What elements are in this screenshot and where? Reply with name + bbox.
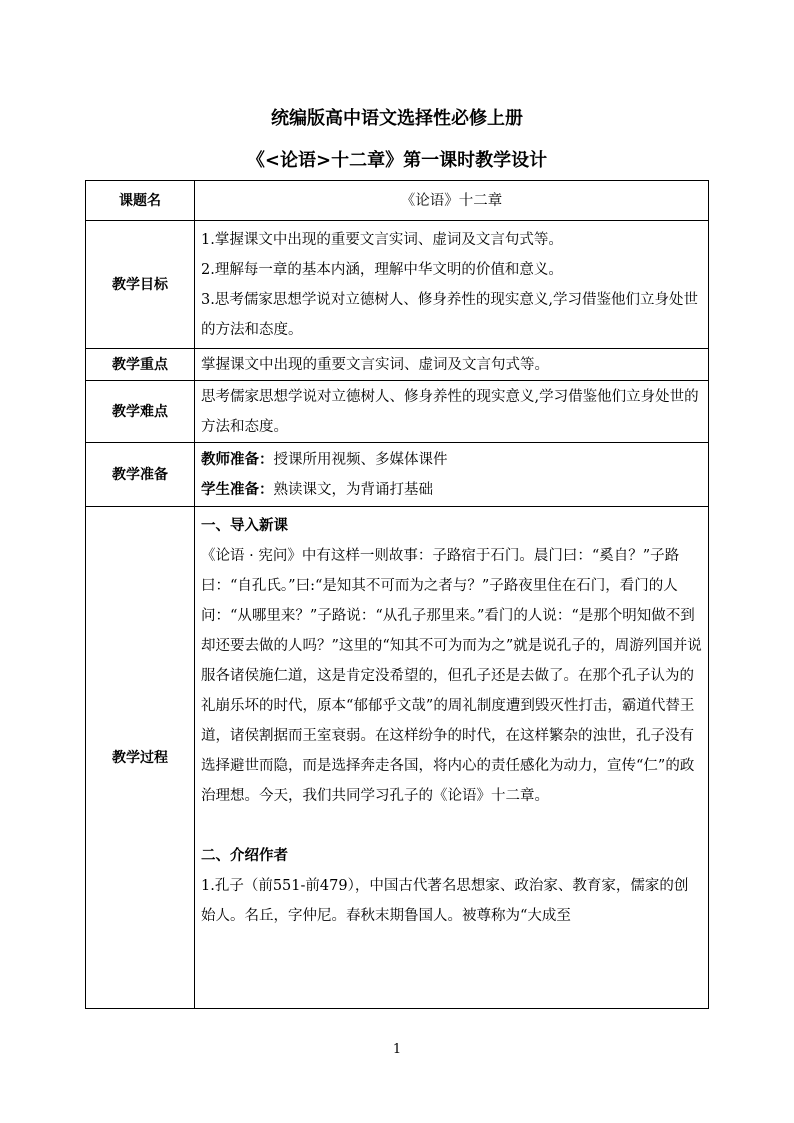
- process-label: 教学过程: [86, 507, 195, 1009]
- teacher-preparation: [201, 445, 702, 475]
- table-row-process: [86, 507, 709, 1009]
- goal-item: 1.掌握课文中出现的重要文言实词、虚词及文言句式等。: [201, 231, 563, 248]
- table-row-goals: [86, 221, 709, 349]
- difficulties-label: 教学难点: [86, 381, 195, 443]
- student-preparation: [201, 475, 702, 505]
- student-preparation-label: 学生准备：: [201, 481, 274, 498]
- teacher-preparation-label: 教师准备：: [201, 451, 274, 468]
- topic-label: 课题名: [86, 181, 195, 221]
- process-cell: [195, 507, 709, 1009]
- section-text-author: 1.孔子（前551-前479），中国古代著名思想家、政治家、教育家，儒家的创始人。名丘，字仲尼。春秋末期鲁国人。被尊称为“大成至: [201, 878, 689, 924]
- section-heading-intro: 一、导入新课: [201, 518, 288, 534]
- key-points-value: 掌握课文中出现的重要文言实词、虚词及文言句式等。: [195, 349, 709, 381]
- goals-cell: [195, 221, 709, 349]
- lesson-plan-table: [85, 180, 709, 1009]
- topic-value: 《论语》十二章: [195, 181, 709, 221]
- section-heading-author: 二、介绍作者: [201, 848, 288, 864]
- preparation-label: 教学准备: [86, 443, 195, 507]
- key-points-label: 教学重点: [86, 349, 195, 381]
- document-title: 统编版高中语文选择性必修上册: [271, 108, 523, 129]
- spacer: [201, 811, 702, 841]
- document-subtitle: 《<论语>十二章》第一课时教学设计: [246, 150, 548, 171]
- section-text-intro: 《论语 · 宪问》中有这样一则故事：子路宿于石门。晨门曰：“奚自？”子路曰：“自孔氏。”曰:“是知其不可而为之者与？”子路夜里住在石门，看门的人问：“从哪里来？”子路说：“从孔子那里来。”看门的人说：“是那个明知做不到却还要去做的人吗？”这里的“知其不可为而为之”就是说孔子的，周游列国并说服各诸侯施仁道，这是肯定没希望的，但孔子还是去做了。在那个孔子认为的礼崩乐坏的时代，原本“郁郁乎文哉”的周礼制度遭到毁灭性打击，霸道代替王道，诸侯割据而王室衰弱。在这样纷争的时代，在这样繁杂的浊世，孔子没有选择避世而隐，而是选择奔走各国，将内心的责任感化为动力，宣传“仁”的政治理想。今天，我们共同学习孔子的《论语》十二章。: [201, 548, 702, 804]
- table-row-key-points: [86, 349, 709, 381]
- student-preparation-value: 熟读课文，为背诵打基础: [273, 481, 433, 498]
- teacher-preparation-value: 授课所用视频、多媒体课件: [273, 451, 448, 468]
- page-number: 1: [392, 1042, 402, 1057]
- table-row-topic: [86, 181, 709, 221]
- table-row-difficulties: [86, 381, 709, 443]
- difficulties-value: 思考儒家思想学说对立德树人、修身养性的现实意义,学习借鉴他们立身处世的方法和态度。: [195, 381, 709, 443]
- goal-item: 3.思考儒家思想学说对立德树人、修身养性的现实意义,学习借鉴他们立身处世的方法和态度。: [201, 291, 698, 338]
- preparation-cell: [195, 443, 709, 507]
- goal-item: 2.理解每一章的基本内涵，理解中华文明的价值和意义。: [201, 261, 563, 278]
- table-row-preparation: [86, 443, 709, 507]
- goals-label: 教学目标: [86, 221, 195, 349]
